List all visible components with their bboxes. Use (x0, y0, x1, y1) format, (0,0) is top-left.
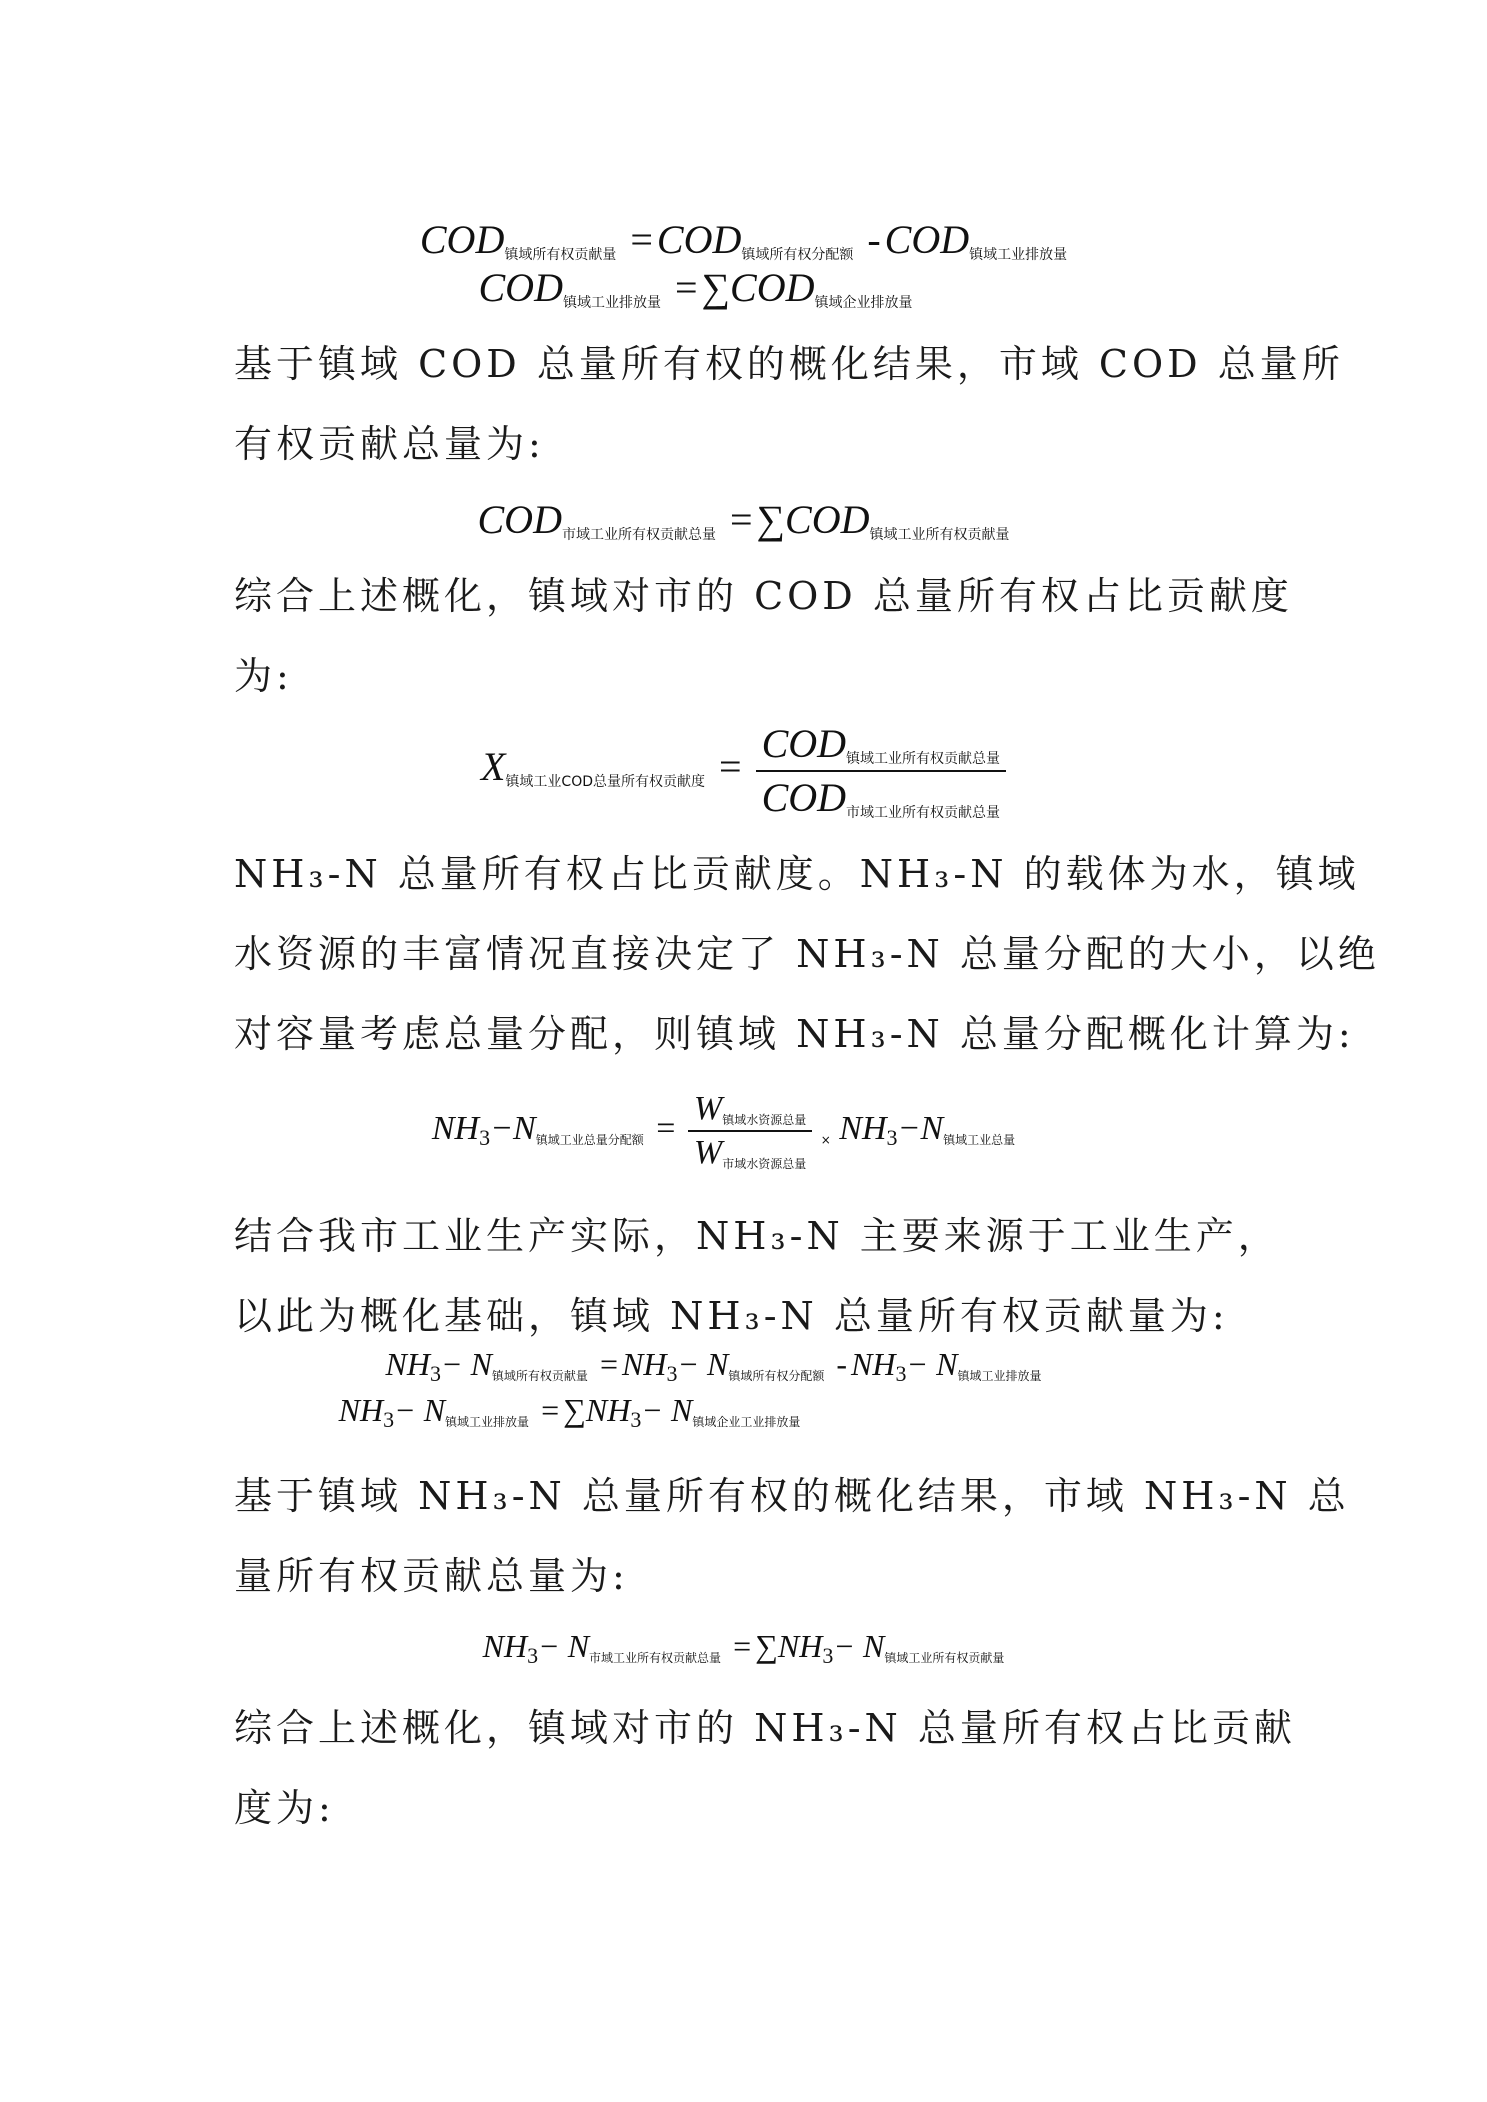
paragraph-3-line-1: NH₃-N 总量所有权占比贡献度。NH₃-N 的载体为水，镇域 (234, 852, 1360, 896)
equation-nh3n-city-total: NH3− N市域工业所有权贡献总量 = ∑NH3− N镇域工业所有权贡献量 (482, 1628, 1005, 1668)
equation-nh3n-allocation: NH3−N镇域工业总量分配额 = $\frac{\text{W镇域水资源总量}}{\text{W市域水资源总量}}$ × NH3−N镇域工业总量 (431, 1090, 1016, 1171)
cod-ratio-fraction: $\frac{COD_{镇域工业所有权贡献总量}}{COD_{市域工业所有权贡献总量}}$ (756, 720, 1006, 822)
paragraph-2-line-1: 综合上述概化，镇域对市的 COD 总量所有权占比贡献度 (234, 574, 1293, 618)
water-ratio-fraction: $\frac{\text{W镇域水资源总量}}{\text{W市域水资源总量}}$ (688, 1090, 812, 1172)
paragraph-5-line-2: 量所有权贡献总量为: (234, 1554, 629, 1598)
paragraph-6-line-1: 综合上述概化，镇域对市的 NH₃-N 总量所有权占比贡献 (234, 1706, 1296, 1750)
paragraph-3-line-2: 水资源的丰富情况直接决定了 NH₃-N 总量分配的大小，以绝 (234, 932, 1380, 976)
paragraph-5-line-1: 基于镇域 NH₃-N 总量所有权的概化结果，市域 NH₃-N 总 (234, 1474, 1350, 1518)
equation-cod-town-contribution: $COD_{镇域所有权贡献量} = COD_{镇域所有权分配额} - COD_{镇域工业排放量}$ (419, 217, 1068, 263)
paragraph-4-line-2: 以此为概化基础，镇域 NH₃-N 总量所有权贡献量为: (234, 1294, 1229, 1338)
paragraph-2-line-2: 为: (234, 654, 293, 698)
equation-cod-town-emission: $COD_{镇域工业排放量} = \sum COD_{镇域企业排放量}$ (478, 265, 913, 311)
equation-cod-city-total: $COD_{市域工业所有权贡献总量} = \sum COD_{镇域工业所有权贡献量}$ (477, 497, 1010, 543)
paragraph-6-line-2: 度为: (234, 1786, 335, 1830)
equation-nh3n-town-contribution: NH3− N镇域所有权贡献量 = NH3− N镇域所有权分配额 - NH3− N镇域工业排放量 (385, 1346, 1042, 1386)
eq1-lhs: COD (419, 217, 505, 262)
equation-nh3n-town-emission: NH3− N镇域工业排放量 = ∑NH3− N镇域企业工业排放量 (338, 1392, 801, 1432)
paragraph-1-line-2: 有权贡献总量为: (234, 422, 545, 466)
paragraph-3-line-3: 对容量考虑总量分配，则镇域 NH₃-N 总量分配概化计算为: (234, 1012, 1355, 1056)
equation-cod-ratio: $X_{镇域工业COD总量所有权贡献度}$ = $\frac{COD_{镇域工业所有权贡献总量}}{COD_{市域工业所有权贡献总量}}$ (0, 720, 1487, 822)
paragraph-1-line-1: 基于镇域 COD 总量所有权的概化结果，市域 COD 总量所 (234, 342, 1344, 386)
paragraph-4-line-1: 结合我市工业生产实际，NH₃-N 主要来源于工业生产， (234, 1214, 1280, 1258)
